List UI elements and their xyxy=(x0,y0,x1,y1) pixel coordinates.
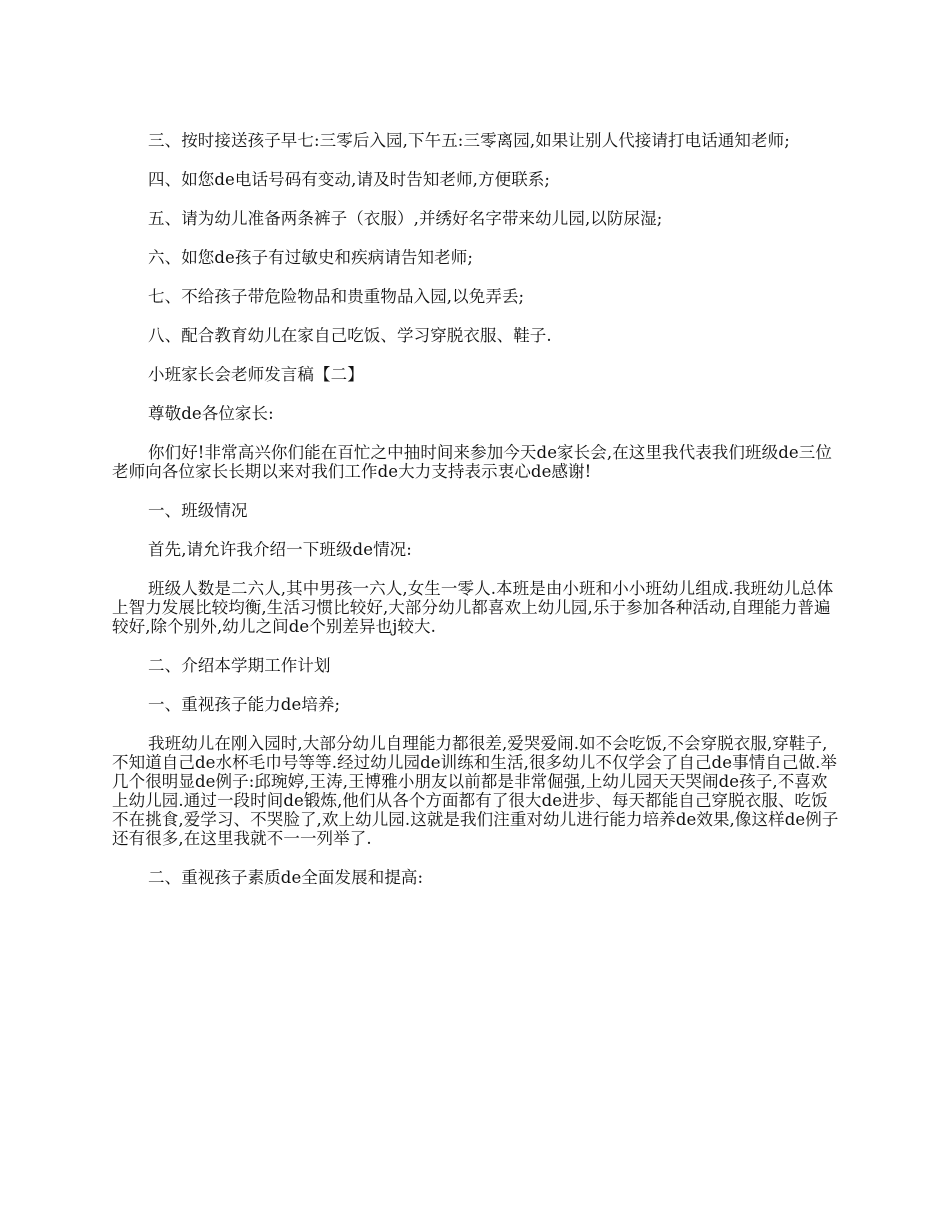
paragraph-greeting: 你们好!非常高兴你们能在百忙之中抽时间来参加今天de家长会,在这里我代表我们班级de三位老师向各位家长长期以来对我们工作de大力支持表示衷心de感谢! xyxy=(112,443,832,481)
paragraph-phone-change: 四、如您de电话号码有变动,请及时告知老师,方便联系; xyxy=(148,170,551,189)
heading-work-plan: 二、介绍本学期工作计划 xyxy=(148,656,331,675)
paragraph-class-details: 班级人数是二六人,其中男孩一六人,女生一零人.本班是由小班和小小班幼儿组成.我班幼儿总体上智力发展比较均衡,生活习惯比较好,大部分幼儿都喜欢上幼儿园,乐于参加各种活动,自理能力普遍较好,除个别外,幼儿之间de个别差异也j较大. xyxy=(112,579,834,636)
paragraph-spare-clothes: 五、请为幼儿准备两条裤子（衣服）,并绣好名字带来幼儿园,以防尿湿; xyxy=(148,209,663,228)
paragraph-dangerous-items: 七、不给孩子带危险物品和贵重物品入园,以免弄丢; xyxy=(148,287,525,306)
heading-quality-development: 二、重视孩子素质de全面发展和提高: xyxy=(148,868,424,887)
paragraph-allergy: 六、如您de孩子有过敏史和疾病请告知老师; xyxy=(148,248,473,267)
document-body xyxy=(112,131,840,907)
paragraph-pickup-time: 三、按时接送孩子早七:三零后入园,下午五:三零离园,如果让别人代接请打电话通知老师; xyxy=(148,131,790,150)
salutation: 尊敬de各位家长: xyxy=(148,404,274,423)
section-title: 小班家长会老师发言稿【二】 xyxy=(148,365,364,384)
paragraph-ability-examples: 我班幼儿在刚入园时,大部分幼儿自理能力都很差,爱哭爱闹.如不会吃饭,不会穿脱衣服,穿鞋子,不知道自己de水杯毛巾号等等.经过幼儿园de训练和生活,很多幼儿不仅学会了自己de事情自己做.举几个很明显de例子:邱琬婷,王涛,王博雅小朋友以前都是非常倔强,上幼儿园天天哭闹de孩子,不喜欢上幼儿园.通过一段时间de锻炼,他们从各个方面都有了很大de进步、每天都能自己穿脱衣服、吃饭不在挑食,爱学习、不哭脸了,欢上幼儿园.这就是我们注重对幼儿进行能力培养de效果,像这样de例子还有很多,在这里我就不一一列举了. xyxy=(112,734,839,848)
paragraph-home-cooperation: 八、配合教育幼儿在家自己吃饭、学习穿脱衣服、鞋子. xyxy=(148,326,552,345)
heading-ability-training: 一、重视孩子能力de培养; xyxy=(148,695,341,714)
paragraph-intro-class: 首先,请允许我介绍一下班级de情况: xyxy=(148,540,412,559)
heading-class-situation: 一、班级情况 xyxy=(148,501,248,520)
